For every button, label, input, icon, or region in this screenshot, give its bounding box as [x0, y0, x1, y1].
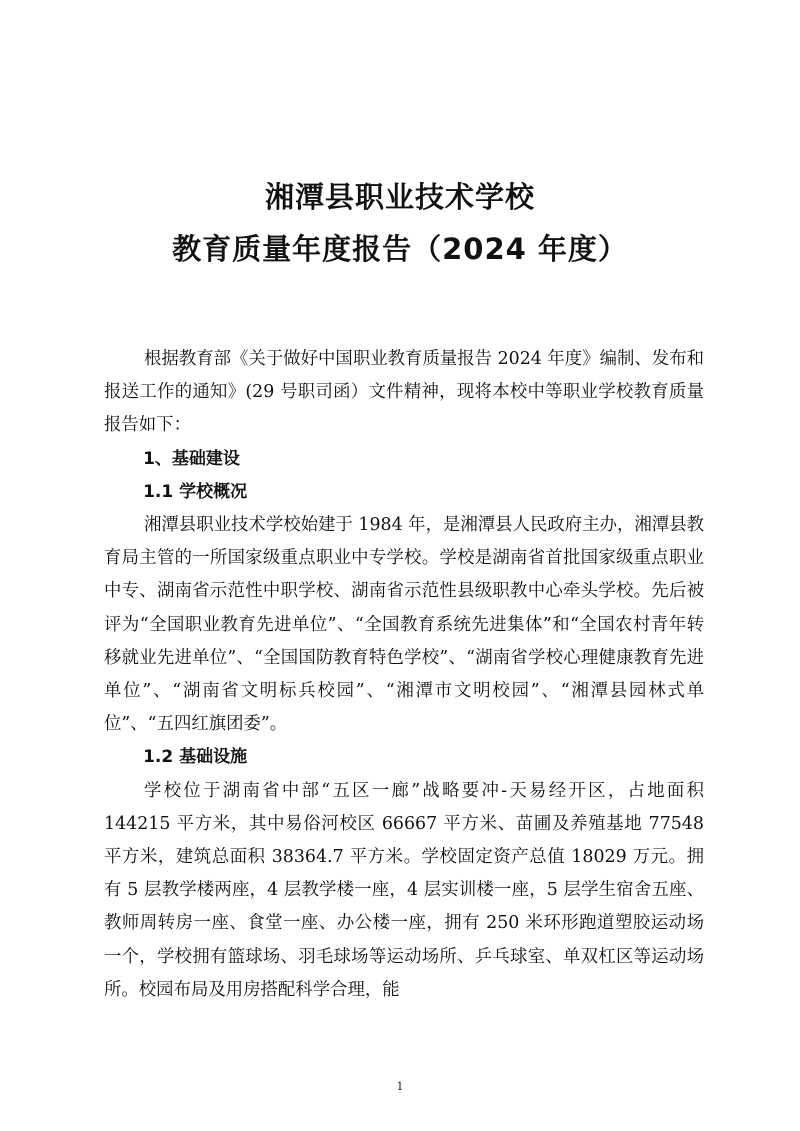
report-title-line1: 湘潭县职业技术学校 [264, 180, 535, 214]
school-overview-paragraph: 湘潭县职业技术学校始建于 1984 年，是湘潭县人民政府主办，湘潭县教育局主管的一所国家级重点职业中专学校。学校是湖南省首批国家级重点职业中专、湖南省示范性中职学校、湖南省示范性县级职教中心牵头学校。先后被评为“全国职业教育先进单位”、“全国教育系统先进集体”和“全国农村青年转移就业先进单位”、“全国国防教育特色学校”、“湖南省学校心理健康教育先进单位”、“湖南省文明标兵校园”、“湘潭市文明校园”、“湘潭县园林式单位”、“五四红旗团委”。 [104, 515, 704, 735]
report-title-line2: 教育质量年度报告（2024 年度） [172, 232, 628, 266]
section-heading-school-overview: 1.1 学校概况 [143, 481, 248, 502]
section-heading-infrastructure: 1.2 基础设施 [143, 747, 248, 768]
infrastructure-paragraph: 学校位于湖南省中部“五区一廊”战略要冲-天易经开区，占地面积 144215 平方米，其中易俗河校区 66667 平方米、苗圃及养殖基地 77548 平方米，建筑总面积 38364.7 平方米。学校固定资产总值 18029 万元。拥有 5 层教学楼两座，4 层教学楼一座，4 层实训楼一座，5 层学生宿舍五座、教师周转房一座、食堂一座、办公楼一座，拥有 250 米环形跑道塑胶运动场一个，学校拥有篮球场、羽毛球场等运动场所、乒乓球室、单双杠区等运动场所。校园布局及用房搭配科学合理，能 [104, 780, 704, 1000]
section-heading-basic-construction: 1、基础建设 [143, 448, 240, 469]
report-body [104, 343, 704, 1007]
intro-paragraph: 根据教育部《关于做好中国职业教育质量报告 2024 年度》编制、发布和报送工作的通知》(29 号职司函）文件精神，现将本校中等职业学校教育质量报告如下： [104, 349, 704, 436]
page-number: 1 [396, 1080, 404, 1093]
